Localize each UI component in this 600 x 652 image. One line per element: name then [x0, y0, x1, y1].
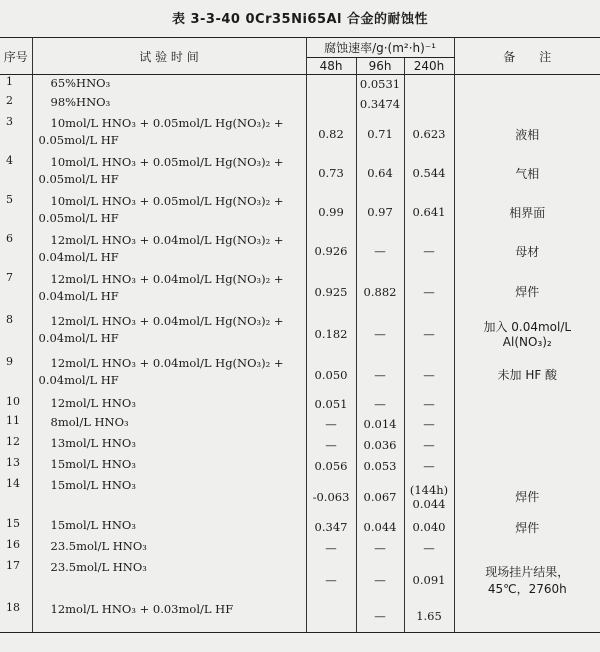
- remark: [454, 94, 600, 115]
- condition-line: 15mol/L HNO₃: [50, 456, 136, 471]
- test-condition: [32, 94, 306, 115]
- condition-line: 12mol/L HNO₃ + 0.04mol/L Hg(NO₃)₂ +: [50, 313, 284, 328]
- row-index: 18: [0, 601, 32, 633]
- rate-48h: 0.73: [306, 154, 356, 193]
- rate-240h: —: [404, 271, 454, 313]
- condition-line: 98%HNO₃: [50, 94, 111, 109]
- condition-line: 0.05mol/L HF: [38, 210, 119, 225]
- test-condition: [32, 517, 306, 538]
- table-row: [0, 115, 600, 154]
- condition-line: 15mol/L HNO₃: [50, 477, 136, 492]
- rate-48h: 0.051: [306, 395, 356, 414]
- test-condition: [32, 477, 306, 517]
- remark-line: 母材: [515, 244, 540, 259]
- rate-96h: 0.053: [356, 456, 404, 477]
- rate-96h: 0.044: [356, 517, 404, 538]
- remark-line: 液相: [515, 127, 540, 142]
- row-index: 11: [0, 414, 32, 435]
- rate-240h: —: [404, 355, 454, 395]
- condition-line: 0.05mol/L HF: [38, 171, 119, 186]
- condition-line: 10mol/L HNO₃ + 0.05mol/L Hg(NO₃)₂ +: [50, 193, 284, 208]
- remark-line: Al(NO₃)₂: [502, 335, 552, 349]
- remark: [454, 154, 600, 193]
- test-condition: [32, 115, 306, 154]
- row-index: 16: [0, 538, 32, 559]
- row-index: 6: [0, 232, 32, 271]
- header-note: 备 注: [454, 38, 600, 75]
- rate-240h: [404, 75, 454, 94]
- table-row: [0, 456, 600, 477]
- rate-48h: [306, 75, 356, 94]
- rate-96h: 0.0531: [356, 75, 404, 94]
- condition-line: 10mol/L HNO₃ + 0.05mol/L Hg(NO₃)₂ +: [50, 154, 284, 169]
- rate-96h: —: [356, 395, 404, 414]
- rate-48h: —: [306, 559, 356, 601]
- condition-line: 23.5mol/L HNO₃: [50, 538, 147, 553]
- condition-line: 0.04mol/L HF: [38, 372, 119, 387]
- rate-48h: 0.056: [306, 456, 356, 477]
- table-title: 表 3-3-40 0Cr35Ni65Al 合金的耐蚀性: [171, 12, 429, 27]
- condition-line: 12mol/L HNO₃ + 0.03mol/L HF: [50, 601, 234, 616]
- header-condition: 试 验 时 间: [32, 38, 306, 75]
- remark: [454, 414, 600, 435]
- remark: [454, 193, 600, 232]
- condition-line: 0.04mol/L HF: [38, 330, 119, 345]
- rate-96h: —: [356, 355, 404, 395]
- remark-line: 加入 0.04mol/L: [483, 320, 572, 334]
- row-index: 10: [0, 395, 32, 414]
- remark: [454, 395, 600, 414]
- condition-line: 12mol/L HNO₃ + 0.04mol/L Hg(NO₃)₂ +: [50, 271, 284, 286]
- remark: [454, 517, 600, 538]
- rate-240h: —: [404, 414, 454, 435]
- header-96h: 96h: [356, 58, 404, 75]
- table-row: [0, 94, 600, 115]
- rate-240h: —: [404, 313, 454, 355]
- header-240h: 240h: [404, 58, 454, 75]
- remark: [454, 355, 600, 395]
- remark: [454, 271, 600, 313]
- rate-96h: —: [356, 538, 404, 559]
- remark: [454, 232, 600, 271]
- table-row: [0, 75, 600, 94]
- table-row: [0, 154, 600, 193]
- remark-line: 气相: [515, 166, 540, 181]
- remark: [454, 435, 600, 456]
- row-index: 2: [0, 94, 32, 115]
- condition-line: 13mol/L HNO₃: [50, 435, 136, 450]
- rate-48h: —: [306, 414, 356, 435]
- condition-line: 8mol/L HNO₃: [50, 414, 129, 429]
- rate-240h: 1.65: [404, 601, 454, 633]
- remark-line: 45℃，2760h: [487, 581, 567, 596]
- rate-240h: 0.040: [404, 517, 454, 538]
- rate-240h: —: [404, 456, 454, 477]
- rate-240h: 0.091: [404, 559, 454, 601]
- corrosion-table: [0, 37, 600, 633]
- condition-line: 0.04mol/L HF: [38, 249, 119, 264]
- rate-96h: 0.3474: [356, 94, 404, 115]
- test-condition: [32, 414, 306, 435]
- row-index: 4: [0, 154, 32, 193]
- rate-96h: —: [356, 232, 404, 271]
- rate-48h: —: [306, 538, 356, 559]
- remark-line: 未加 HF 酸: [497, 368, 558, 382]
- remark: [454, 538, 600, 559]
- condition-line: 65%HNO₃: [50, 76, 111, 90]
- row-index: 15: [0, 517, 32, 538]
- test-condition: [32, 456, 306, 477]
- condition-line: 12mol/L HNO₃ + 0.04mol/L Hg(NO₃)₂ +: [50, 232, 284, 247]
- rate-96h: 0.97: [356, 193, 404, 232]
- rate-240h: 0.544: [404, 154, 454, 193]
- remark-line: 焊件: [515, 520, 540, 535]
- rate-240h: —: [404, 435, 454, 456]
- test-condition: [32, 559, 306, 601]
- row-index: 1: [0, 75, 32, 94]
- table-row: [0, 435, 600, 456]
- table-row: [0, 477, 600, 517]
- rate-48h: 0.926: [306, 232, 356, 271]
- rate-48h: [306, 601, 356, 633]
- row-index: 17: [0, 559, 32, 601]
- remark: [454, 313, 600, 355]
- test-condition: [32, 232, 306, 271]
- rate-96h: —: [356, 601, 404, 633]
- rate-240h: [404, 94, 454, 115]
- test-condition: [32, 538, 306, 559]
- test-condition: [32, 355, 306, 395]
- rate-48h: —: [306, 435, 356, 456]
- table-row: [0, 271, 600, 313]
- rate-240h: —: [404, 538, 454, 559]
- row-index: 3: [0, 115, 32, 154]
- test-condition: [32, 313, 306, 355]
- rate-48h: [306, 94, 356, 115]
- rate-240h: —: [404, 232, 454, 271]
- rate-48h: 0.99: [306, 193, 356, 232]
- rate-48h: -0.063: [306, 477, 356, 517]
- test-condition: [32, 193, 306, 232]
- remark: [454, 456, 600, 477]
- test-condition: [32, 435, 306, 456]
- row-index: 7: [0, 271, 32, 313]
- table-row: [0, 313, 600, 355]
- table-row: [0, 559, 600, 601]
- condition-line: 12mol/L HNO₃: [50, 395, 136, 410]
- header-48h: 48h: [306, 58, 356, 75]
- test-condition: [32, 75, 306, 94]
- condition-line: 0.04mol/L HF: [38, 288, 119, 303]
- rate-96h: 0.882: [356, 271, 404, 313]
- test-condition: [32, 395, 306, 414]
- table-row: [0, 517, 600, 538]
- remark: [454, 477, 600, 517]
- rate-48h: 0.182: [306, 313, 356, 355]
- test-condition: [32, 154, 306, 193]
- table-row: [0, 355, 600, 395]
- rate-240h: —: [404, 395, 454, 414]
- row-index: 9: [0, 355, 32, 395]
- table-row: [0, 395, 600, 414]
- rate-96h: 0.014: [356, 414, 404, 435]
- remark: [454, 559, 600, 601]
- rate-48h: 0.925: [306, 271, 356, 313]
- rate-240h: 0.623: [404, 115, 454, 154]
- rate-96h: 0.067: [356, 477, 404, 517]
- test-condition: [32, 271, 306, 313]
- remark-line: 相界面: [509, 205, 546, 220]
- row-index: 12: [0, 435, 32, 456]
- rate-96h: 0.71: [356, 115, 404, 154]
- row-index: 14: [0, 477, 32, 517]
- rate-48h: 0.82: [306, 115, 356, 154]
- remark: [454, 115, 600, 154]
- test-condition: [32, 601, 306, 633]
- remark-line: 焊件: [515, 285, 540, 299]
- condition-line: 15mol/L HNO₃: [50, 517, 136, 532]
- header-rate: 腐蚀速率/g·(m²·h)⁻¹: [306, 38, 454, 58]
- remark-line: 现场挂片结果，: [485, 564, 570, 579]
- condition-line: 10mol/L HNO₃ + 0.05mol/L Hg(NO₃)₂ +: [50, 115, 284, 130]
- rate-96h: 0.036: [356, 435, 404, 456]
- remark-line: 焊件: [515, 490, 540, 504]
- condition-line: 12mol/L HNO₃ + 0.04mol/L Hg(NO₃)₂ +: [50, 355, 284, 370]
- table-row: [0, 601, 600, 633]
- table-row: [0, 538, 600, 559]
- row-index: 13: [0, 456, 32, 477]
- row-index: 5: [0, 193, 32, 232]
- table-row: [0, 193, 600, 232]
- table-row: [0, 414, 600, 435]
- remark: [454, 601, 600, 633]
- table-row: [0, 232, 600, 271]
- row-index: 8: [0, 313, 32, 355]
- remark: [454, 75, 600, 94]
- rate-96h: —: [356, 313, 404, 355]
- rate-240h: 0.641: [404, 193, 454, 232]
- rate-96h: —: [356, 559, 404, 601]
- header-index: 序号: [0, 38, 32, 75]
- condition-line: 0.05mol/L HF: [38, 132, 119, 147]
- rate-96h: 0.64: [356, 154, 404, 193]
- rate-240h: (144h) 0.044: [404, 477, 454, 517]
- condition-line: 23.5mol/L HNO₃: [50, 559, 147, 574]
- rate-48h: 0.347: [306, 517, 356, 538]
- rate-48h: 0.050: [306, 355, 356, 395]
